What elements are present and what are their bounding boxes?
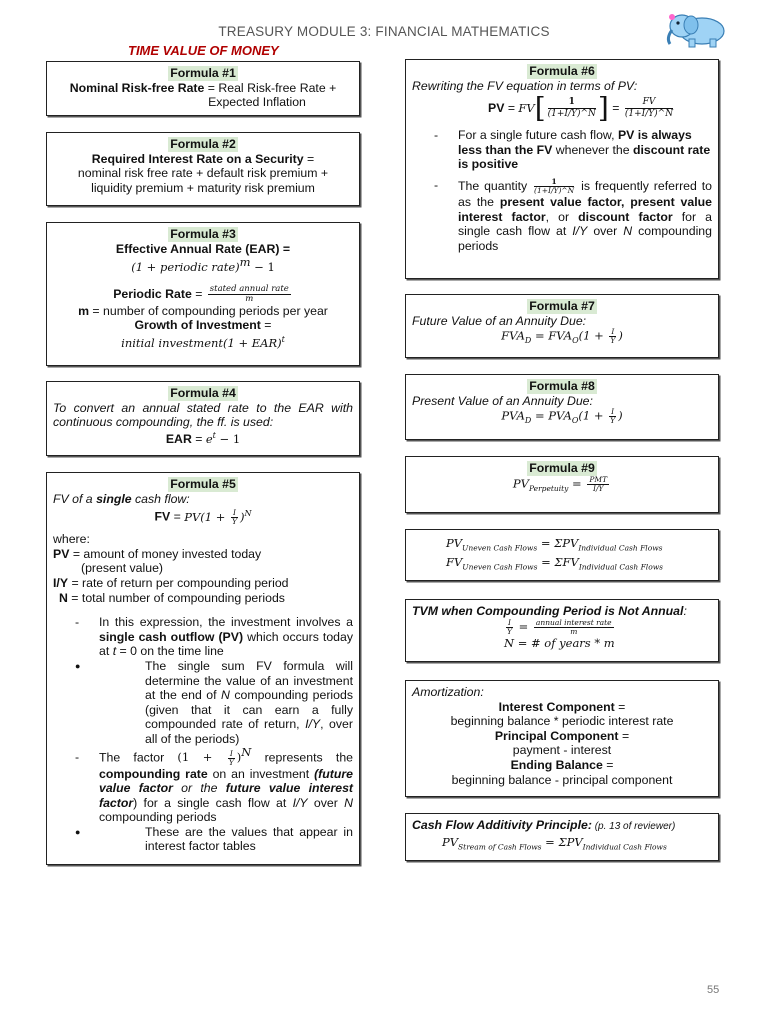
- tvm-non-annual-box: [405, 599, 719, 662]
- formula-7-box: [405, 294, 719, 358]
- fv-subbullet-2: ● These are the values that appear in interest factor tables: [53, 825, 353, 854]
- ear-formula: (1 + periodic rate)$^m$ − 1: [131, 255, 275, 275]
- pv-term: PV: [53, 546, 70, 561]
- formula-7-label: Formula #7: [529, 299, 595, 313]
- formula-2-label: Formula #2: [170, 137, 236, 151]
- pv-uneven-formula: $PV_{Uneven Cash Flows} = \Sigma PV_{Individual Cash Flows}$: [446, 536, 663, 553]
- principal-component-label: Principal Component: [494, 728, 619, 743]
- tvm-rate-formula: $\frac{I}{Y}$ = $\frac{\text{annual interest rate}}{m}$: [507, 617, 612, 636]
- pv-bullet-2: - The quantity $\frac{1}{(1+I/Y)\^{}N}$ is frequently referred to as the present value factor, present value interest factor, or discount factor for a single cash flow at I/Y over N compounding periods: [412, 178, 712, 253]
- fv-uneven-formula: $FV_{Uneven Cash Flows} = \Sigma FV_{Individual Cash Flows}$: [446, 554, 663, 571]
- uneven-cash-flows-box: [405, 529, 719, 581]
- fv-formula: PV(1 + $\frac{I}{Y}$ )$^N$: [184, 508, 252, 527]
- pva-due-formula: $PVA_D = PVA_O(1$ + $\frac{I}{Y}$ ): [501, 407, 623, 426]
- interest-component-label: Interest Component: [498, 699, 615, 714]
- nominal-rate-rhs2: Expected Inflation: [208, 95, 306, 110]
- formula-8-desc: Present Value of an Annuity Due:: [412, 393, 593, 408]
- amortization-title: Amortization:: [412, 685, 484, 699]
- formula-9-box: [405, 456, 719, 513]
- iy-term: I/Y: [53, 575, 69, 590]
- amortization-box: Amortization: Interest Component = beginning balance * periodic interest rate Principal Component = payment - interest Ending Balance = beginning balance - principal component: [405, 680, 719, 797]
- growth-formula: initial investment(1 + EAR)$^t$: [121, 335, 285, 350]
- m-term: m: [78, 303, 89, 318]
- n-term: N: [59, 590, 68, 605]
- nominal-rate-rhs: = Real Risk-free Rate +: [204, 80, 337, 95]
- required-rate-eq: =: [303, 151, 315, 166]
- principal-component-formula: payment - interest: [512, 743, 612, 758]
- elephant-icon: [664, 8, 734, 48]
- formula-4-box: Formula #4 To convert an annual stated rate to the EAR with continuous compounding, the ff. is used: EAR = $e^t - 1$: [46, 381, 360, 456]
- formula-9-label: Formula #9: [529, 461, 595, 475]
- fva-due-formula: $FVA_D = FVA_O(1$ + $\frac{I}{Y}$ ): [501, 327, 623, 346]
- fv-bullet-2: - The factor (1 + $\frac{I}{Y}$ )$^N$ represents the compounding rate on an investment (future value factor or the future value interest factor) for a single cash flow at I/Y over N compounding periods ● These are the values that appear in interest factor tables: [53, 750, 353, 855]
- factor-formula: (1 + $\frac{I}{Y}$ )$^N$: [177, 745, 252, 767]
- formula-6-label: Formula #6: [529, 64, 595, 78]
- cfa-title: Cash Flow Additivity Principle: (p. 13 of reviewer): [412, 818, 676, 832]
- m-desc: = number of compounding periods per year: [89, 303, 328, 318]
- interest-component-formula: beginning balance * periodic interest rate: [450, 714, 674, 729]
- required-rate-line3: liquidity premium + maturity risk premium: [91, 180, 315, 195]
- formula-5-desc: FV of a single cash flow:: [53, 491, 190, 506]
- where-label: where:: [53, 532, 90, 547]
- formula-6-box: [405, 59, 719, 279]
- perpetuity-formula: $PV_{Perpetuity}$ = $\frac{\text{PMT}}{I/Y}$: [512, 474, 608, 493]
- pv-desc: = amount of money invested today: [69, 546, 262, 561]
- ending-balance-formula: beginning balance - principal component: [451, 772, 673, 787]
- formula-4-desc: To convert an annual stated rate to the EAR with continuous compounding, the ff. is used:: [53, 400, 353, 430]
- ear-label: EAR: [165, 431, 192, 446]
- nominal-rate-term: Nominal Risk-free Rate: [69, 80, 205, 95]
- formula-5-label: Formula #5: [170, 477, 236, 491]
- formula-2-box: [46, 132, 360, 206]
- formula-3-box: Formula #3 Effective Annual Rate (EAR) = (1 + periodic rate)$^m$ − 1 Periodic Rate = $\frac{\text{stated annual rate}}{m}$ m = number of compounding periods per year Growth of Investment = initial investment(1 + EAR)$^t$: [46, 222, 360, 366]
- fv-label: FV: [154, 509, 171, 524]
- required-rate-line2: nominal risk free rate + default risk premium +: [77, 166, 329, 181]
- tvm-n-formula: N = # of years * m: [504, 635, 615, 650]
- formula-1-label: Formula #1: [170, 66, 236, 80]
- formula-8-label: Formula #8: [529, 379, 595, 393]
- required-rate-term: Required Interest Rate on a Security: [91, 151, 304, 166]
- formula-6-desc: Rewriting the FV equation in terms of PV:: [412, 78, 638, 93]
- growth-title: Growth of Investment: [134, 318, 261, 333]
- fv-subbullet-1: ● The single sum FV formula will determine the value of an investment at the end of N compounding periods (given that it can earn a fully compounded rate of return, I/Y, over all of the periods): [53, 659, 353, 747]
- ear-title: Effective Annual Rate (EAR) =: [115, 241, 291, 256]
- n-desc: = total number of compounding periods: [67, 590, 285, 605]
- formula-7-desc: Future Value of an Annuity Due:: [412, 313, 587, 328]
- pv-desc2: (present value): [81, 561, 164, 576]
- periodic-rate-label: Periodic Rate: [113, 286, 192, 301]
- ending-balance-label: Ending Balance: [510, 757, 603, 772]
- fv-bullet-1: - In this expression, the investment involves a single cash outflow (PV) which occurs today at t = 0 on the time line ● The single sum FV formula will determine the value of an investment at the end of N compounding periods (given that it can earn a fully compounded rate of return, I/Y, over all of the periods): [53, 615, 353, 746]
- section-title: TIME VALUE OF MONEY: [128, 43, 279, 58]
- formula-4-label: Formula #4: [170, 386, 236, 400]
- periodic-rate-fraction: $\frac{\text{stated annual rate}}{m}$: [209, 283, 289, 304]
- pv-bullet-1: - For a single future cash flow, PV is always less than the FV whenever the discount rate is positive: [412, 128, 712, 172]
- ear-continuous-formula: $e^t - 1$: [205, 430, 241, 446]
- formula-1-box: [46, 61, 360, 116]
- tvm-title: TVM when Compounding Period is Not Annual:: [412, 604, 687, 618]
- cash-flow-additivity-box: [405, 813, 719, 861]
- page-number: 55: [707, 984, 720, 996]
- formula-3-label: Formula #3: [170, 227, 236, 241]
- formula-5-box: Formula #5 FV of a single cash flow: FV = PV(1 + $\frac{I}{Y}$ )$^N$ where: PV = amount of money invested today (present value) I/Y = rate of return per compounding period N = total number of compounding periods - In this expression, the investment involves a single cash outflow (PV) which occurs today at t = 0 on the time line ● The single sum FV formula will determine the value of an investment at the end of N compounding periods (given that it can earn a fully compounded rate of return, I/Y, over all of the periods) - The factor (1 + $\frac{I}{Y}$ )$^N$ represents the compounding rate on an investment (future value factor or the future value interest factor) for a single cash flow at I/Y over N compounding periods ● These are the values that appear in interest factor tables: [46, 472, 360, 865]
- iy-desc: = rate of return per compounding period: [68, 575, 289, 590]
- formula-8-box: [405, 374, 719, 440]
- cfa-formula: $PV_{Stream of Cash Flows} = \Sigma PV_{Individual Cash Flows}$: [442, 834, 667, 851]
- pv-formula: PV = FV[ $\frac{1}{(1+I/Y)\^{}N}$ ] = $\frac{FV}{(1+I/Y)\^{}N}$: [488, 91, 674, 125]
- page-header: TREASURY MODULE 3: FINANCIAL MATHEMATICS: [218, 24, 550, 39]
